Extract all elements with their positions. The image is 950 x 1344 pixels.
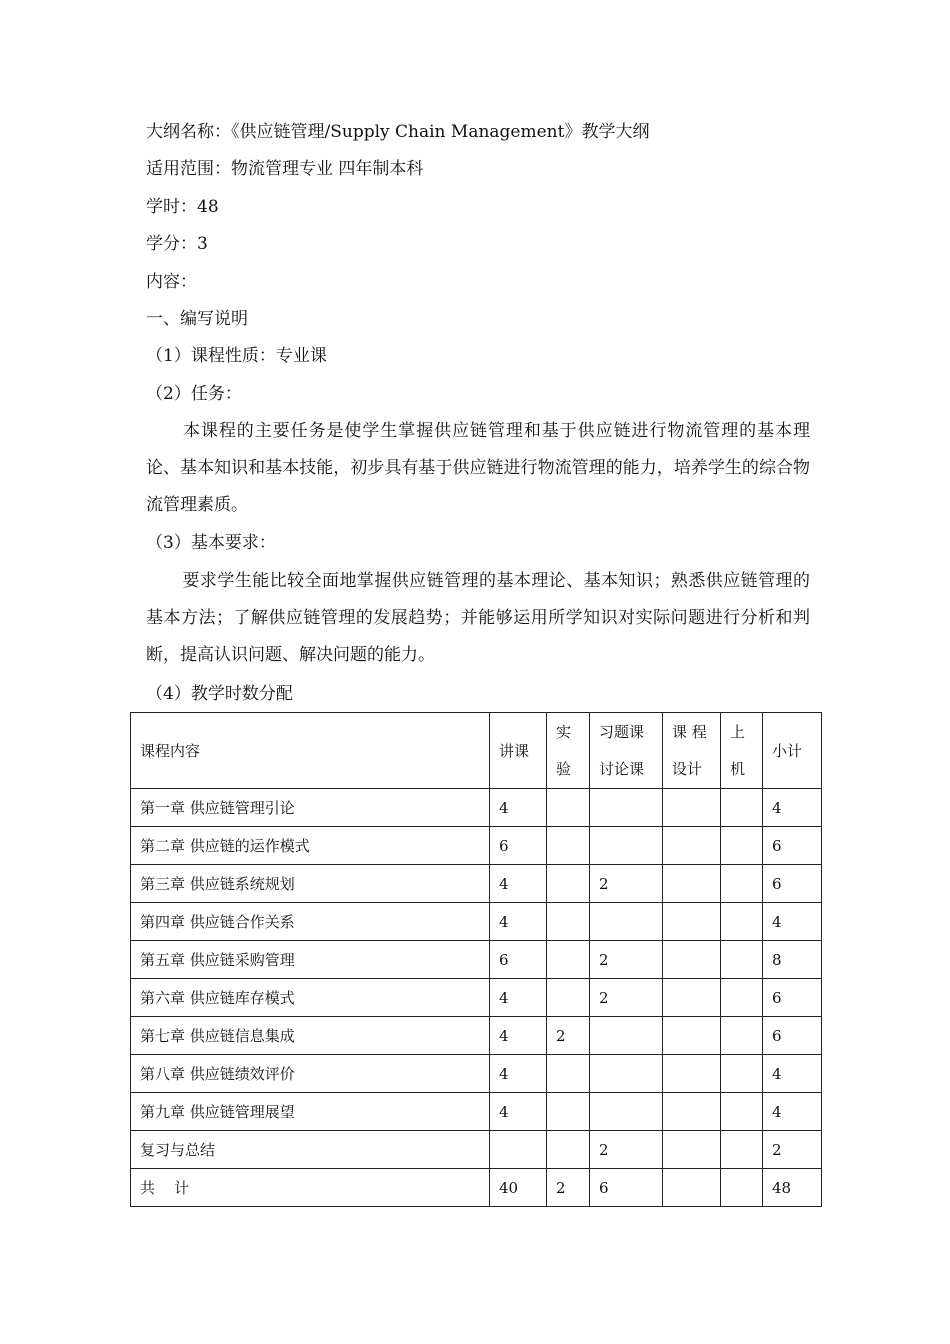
cell-lab	[547, 979, 590, 1017]
table-row	[131, 865, 822, 903]
cell-subtotal: 4	[763, 1055, 822, 1093]
cell-content: 第九章 供应链管理展望	[131, 1093, 490, 1131]
cell-content: 第四章 供应链合作关系	[131, 903, 490, 941]
header-computer-line2: 机	[730, 759, 746, 778]
cell-design	[663, 1131, 721, 1169]
cell-design	[663, 1093, 721, 1131]
requirements-text: 要求学生能比较全面地掌握供应链管理的基本理论、基本知识；熟悉供应链管理的基本方法；了解供应链管理的发展趋势；并能够运用所学知识对实际问题进行分析和判断，提高认识问题、解决问题的能力。	[146, 571, 810, 665]
header-lab-line2: 验	[556, 759, 572, 778]
cell-computer	[721, 1169, 763, 1207]
cell-design	[663, 865, 721, 903]
table-row	[131, 1093, 822, 1131]
table-header-row	[131, 713, 822, 789]
table-row	[131, 1131, 822, 1169]
cell-design	[663, 827, 721, 865]
outline-name: 大纲名称：《供应链管理/Supply Chain Management》教学大纲	[146, 122, 650, 142]
cell-design	[663, 1017, 721, 1055]
cell-lab	[547, 1093, 590, 1131]
cell-content: 第五章 供应链采购管理	[131, 941, 490, 979]
cell-lecture: 40	[490, 1169, 547, 1207]
cell-exercise: 2	[590, 941, 663, 979]
cell-subtotal: 8	[763, 941, 822, 979]
cell-design	[663, 1055, 721, 1093]
cell-exercise	[590, 903, 663, 941]
header-content: 课程内容	[131, 713, 490, 789]
cell-computer	[721, 1055, 763, 1093]
cell-lecture: 4	[490, 903, 547, 941]
header-computer	[721, 713, 763, 789]
cell-lecture: 4	[490, 979, 547, 1017]
cell-lab	[547, 1131, 590, 1169]
cell-content: 复习与总结	[131, 1131, 490, 1169]
header-design-line2: 设计	[672, 759, 703, 778]
table-row	[131, 1055, 822, 1093]
cell-subtotal: 6	[763, 827, 822, 865]
cell-exercise: 2	[590, 979, 663, 1017]
cell-subtotal: 4	[763, 789, 822, 827]
cell-computer	[721, 827, 763, 865]
header-exercise-line2: 讨论课	[599, 759, 645, 778]
cell-lecture	[490, 1131, 547, 1169]
cell-lecture: 4	[490, 1093, 547, 1131]
cell-lecture: 4	[490, 1055, 547, 1093]
cell-subtotal: 4	[763, 1093, 822, 1131]
table-row	[131, 979, 822, 1017]
content-label: 内容：	[146, 272, 197, 292]
cell-design	[663, 903, 721, 941]
cell-content: 第一章 供应链管理引论	[131, 789, 490, 827]
header-lab	[547, 713, 590, 789]
cell-computer	[721, 979, 763, 1017]
header-exercise	[590, 713, 663, 789]
hours-distribution-table	[130, 712, 822, 1207]
header-lab-line1: 实	[556, 722, 572, 741]
cell-content: 第二章 供应链的运作模式	[131, 827, 490, 865]
cell-exercise	[590, 827, 663, 865]
cell-lab	[547, 789, 590, 827]
task-paragraph	[146, 413, 810, 524]
cell-design	[663, 979, 721, 1017]
table-row	[131, 827, 822, 865]
cell-content: 第六章 供应链库存模式	[131, 979, 490, 1017]
header-design	[663, 713, 721, 789]
cell-subtotal: 4	[763, 903, 822, 941]
cell-exercise: 2	[590, 865, 663, 903]
cell-exercise: 2	[590, 1131, 663, 1169]
course-nature: （1）课程性质：专业课	[146, 346, 327, 366]
requirements-paragraph	[146, 563, 810, 674]
task-label: （2）任务：	[146, 384, 242, 404]
cell-exercise	[590, 1093, 663, 1131]
cell-lab: 2	[547, 1017, 590, 1055]
cell-exercise	[590, 1055, 663, 1093]
header-exercise-line1: 习题课	[599, 722, 645, 741]
cell-exercise	[590, 1017, 663, 1055]
cell-lecture: 6	[490, 941, 547, 979]
cell-exercise: 6	[590, 1169, 663, 1207]
cell-lab	[547, 865, 590, 903]
cell-computer	[721, 941, 763, 979]
cell-lab: 2	[547, 1169, 590, 1207]
cell-design	[663, 941, 721, 979]
header-design-line1: 课 程	[672, 722, 707, 741]
header-computer-line1: 上	[730, 722, 746, 741]
cell-design	[663, 789, 721, 827]
cell-lab	[547, 827, 590, 865]
scope: 适用范围：物流管理专业 四年制本科	[146, 159, 424, 179]
cell-content: 第八章 供应链绩效评价	[131, 1055, 490, 1093]
cell-subtotal: 48	[763, 1169, 822, 1207]
task-text: 本课程的主要任务是使学生掌握供应链管理和基于供应链进行物流管理的基本理论、基本知识和基本技能，初步具有基于供应链进行物流管理的能力，培养学生的综合物流管理素质。	[146, 421, 810, 515]
cell-lecture: 4	[490, 865, 547, 903]
cell-content: 第三章 供应链系统规划	[131, 865, 490, 903]
cell-content: 共 计	[131, 1169, 490, 1207]
distribution-label: （4）教学时数分配	[146, 684, 293, 704]
header-subtotal: 小计	[763, 713, 822, 789]
table-row	[131, 789, 822, 827]
cell-computer	[721, 903, 763, 941]
cell-lab	[547, 903, 590, 941]
cell-computer	[721, 1017, 763, 1055]
table-row	[131, 903, 822, 941]
table-row	[131, 1017, 822, 1055]
credits: 学分：3	[146, 234, 208, 254]
table-row	[131, 941, 822, 979]
cell-lab	[547, 941, 590, 979]
cell-computer	[721, 1131, 763, 1169]
cell-design	[663, 1169, 721, 1207]
cell-lab	[547, 1055, 590, 1093]
header-lecture: 讲课	[490, 713, 547, 789]
table-total-row	[131, 1169, 822, 1207]
cell-subtotal: 6	[763, 865, 822, 903]
cell-lecture: 4	[490, 1017, 547, 1055]
cell-subtotal: 2	[763, 1131, 822, 1169]
cell-subtotal: 6	[763, 979, 822, 1017]
requirements-label: （3）基本要求：	[146, 533, 276, 553]
hours: 学时：48	[146, 197, 219, 217]
cell-lecture: 4	[490, 789, 547, 827]
cell-lecture: 6	[490, 827, 547, 865]
cell-exercise	[590, 789, 663, 827]
cell-computer	[721, 1093, 763, 1131]
cell-content: 第七章 供应链信息集成	[131, 1017, 490, 1055]
cell-computer	[721, 789, 763, 827]
cell-computer	[721, 865, 763, 903]
cell-subtotal: 6	[763, 1017, 822, 1055]
section-title: 一、编写说明	[146, 309, 248, 329]
